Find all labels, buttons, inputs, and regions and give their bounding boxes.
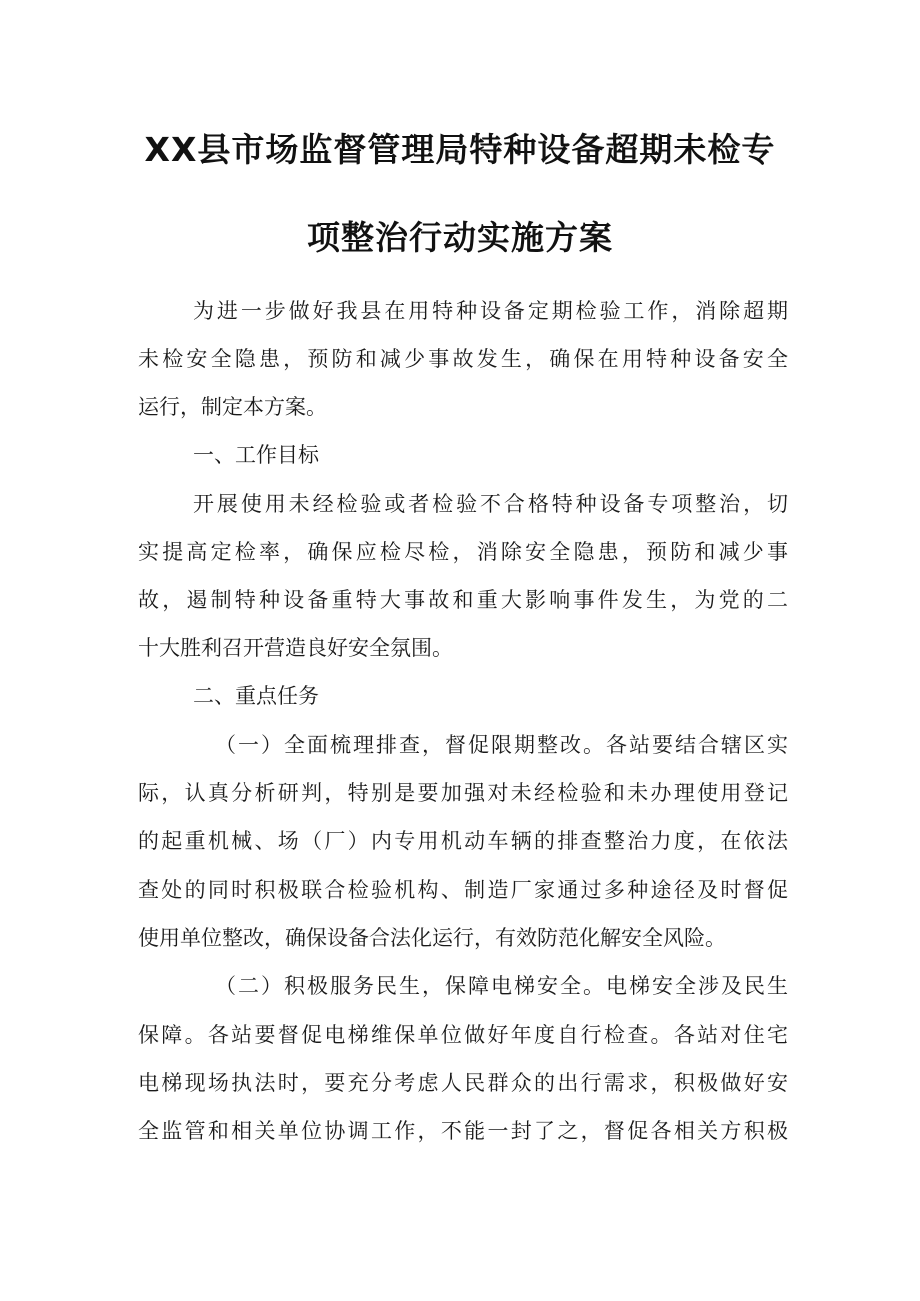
goal-paragraph-line: 故，遏制特种设备重特大事故和重大影响事件发生，为党的二 — [138, 588, 788, 612]
task-2-paragraph-line: 电梯现场执法时，要充分考虑人民群众的出行需求，积极做好安 — [138, 1071, 788, 1095]
intro-paragraph-line: 未检安全隐患，预防和减少事故发生，确保在用特种设备安全 — [138, 347, 788, 371]
task-1-paragraph-line: （一）全面梳理排查，督促限期整改。各站要结合辖区实 — [215, 733, 788, 757]
document-title-line-2: 项整治行动实施方案 — [307, 218, 613, 257]
intro-paragraph-line: 运行，制定本方案。 — [138, 395, 327, 419]
section-heading: 一、工作目标 — [193, 443, 319, 467]
task-1-paragraph-line: 的起重机械、场（厂）内专用机动车辆的排查整治力度，在依法 — [138, 829, 788, 853]
task-1-paragraph-line: 使用单位整改，确保设备合法化运行，有效防范化解安全风险。 — [138, 926, 726, 950]
intro-paragraph-line: 为进一步做好我县在用特种设备定期检验工作，消除超期 — [193, 299, 788, 323]
goal-paragraph-line: 十大胜利召开营造良好安全氛围。 — [138, 636, 453, 660]
task-1-paragraph-line: 际，认真分析研判，特别是要加强对未经检验和未办理使用登记 — [138, 781, 788, 805]
document-title-line-1: XX县市场监督管理局特种设备超期未检专 — [144, 130, 776, 169]
section-heading: 二、重点任务 — [193, 684, 319, 708]
task-1-paragraph-line: 查处的同时积极联合检验机构、制造厂家通过多种途径及时督促 — [138, 878, 788, 902]
goal-paragraph-line: 实提高定检率，确保应检尽检，消除安全隐患，预防和减少事 — [138, 540, 788, 564]
task-2-paragraph-line: 全监管和相关单位协调工作，不能一封了之，督促各相关方积极 — [138, 1119, 788, 1143]
task-2-paragraph-line: （二）积极服务民生，保障电梯安全。电梯安全涉及民生 — [215, 974, 788, 998]
goal-paragraph-line: 开展使用未经检验或者检验不合格特种设备专项整治，切 — [193, 492, 788, 516]
task-2-paragraph-line: 保障。各站要督促电梯维保单位做好年度自行检查。各站对住宅 — [138, 1023, 788, 1047]
